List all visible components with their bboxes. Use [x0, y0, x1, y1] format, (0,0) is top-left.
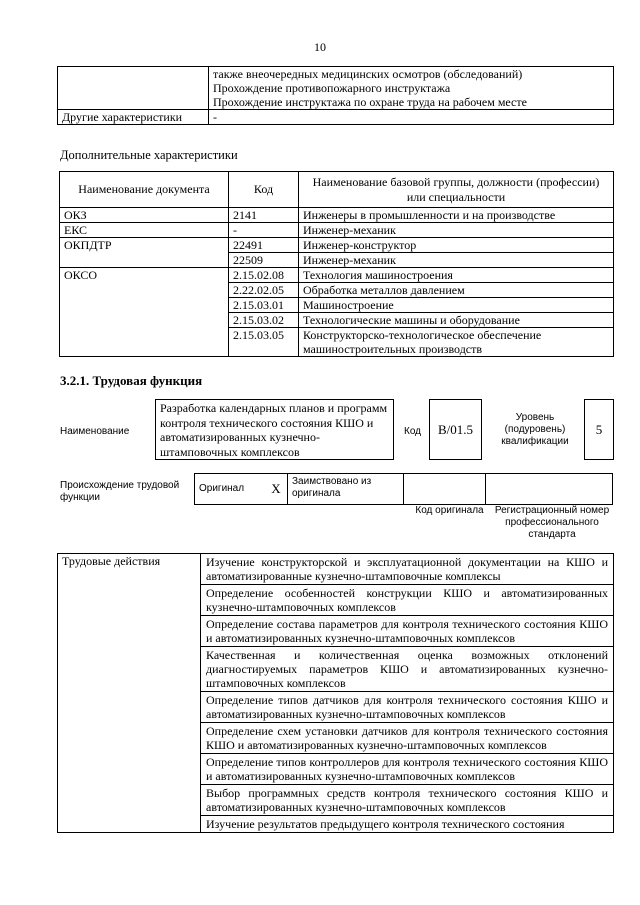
- page-number: 10: [314, 40, 326, 54]
- table-row: [195, 474, 613, 505]
- action-item: Изучение результатов предыдущего контроля технического состояния: [201, 816, 614, 833]
- code-cell: 2141: [229, 208, 299, 223]
- code-cell: 22509: [229, 253, 299, 268]
- code-original-caption: Код оригинала: [415, 505, 484, 516]
- name-cell: Инженер-механик: [299, 253, 614, 268]
- column-header: Код: [229, 172, 299, 208]
- code-cell: 2.15.02.08: [229, 268, 299, 283]
- name-label: Наименование: [60, 426, 130, 437]
- origin-label: Происхождение трудовой функции: [60, 480, 180, 503]
- action-item: Определение типов датчиков для контроля технического состояния КШО и автоматизированных кузнечно-штамповочных комплексов: [201, 692, 614, 723]
- name-cell: Обработка металлов давлением: [299, 283, 614, 298]
- column-header: Наименование базовой группы, должности (профессии) или специальности: [299, 172, 614, 208]
- top-characteristics-table: [57, 66, 614, 125]
- content-line: Прохождение инструктажа по охране труда на рабочем месте: [213, 95, 527, 109]
- table-row: [60, 223, 614, 238]
- action-item: Определение особенностей конструкции КШО и автоматизированных кузнечно-штамповочных комплексов: [201, 585, 614, 616]
- content-line: Прохождение противопожарного инструктажа: [213, 81, 451, 95]
- table-row: [60, 268, 614, 283]
- table-row: [58, 110, 614, 125]
- section-title: 3.2.1. Трудовая функция: [60, 373, 203, 388]
- table-header-row: [60, 172, 614, 208]
- name-cell: Инженер-механик: [299, 223, 614, 238]
- code-cell: 2.15.03.02: [229, 313, 299, 328]
- level-label: Уровень (подуровень) квалификации: [501, 412, 569, 447]
- action-item: Определение схем установки датчиков для контроля технического состояния КШО и автоматизированных кузнечно-штамповочных комплексов: [201, 723, 614, 754]
- doc-cell: ЕКС: [60, 223, 229, 238]
- table-row: [58, 67, 614, 110]
- name-cell: Технологические машины и оборудование: [299, 313, 614, 328]
- action-item: Выбор программных средств контроля технического состояния КШО и автоматизированных кузнечно-штамповочных комплексов: [201, 785, 614, 816]
- doc-cell: ОКПДТР: [60, 238, 229, 268]
- actions-label: Трудовые действия: [58, 554, 201, 833]
- code-cell: 22491: [229, 238, 299, 253]
- origin-table: [194, 473, 613, 505]
- code-cell: 2.15.03.01: [229, 298, 299, 313]
- name-cell: Технология машиностроения: [299, 268, 614, 283]
- row-label: Другие характеристики: [58, 110, 209, 125]
- code-label: Код: [404, 426, 422, 437]
- reg-number-cell: [486, 474, 613, 505]
- original-cell: Оригинал: [195, 474, 266, 505]
- labor-actions-table: [57, 553, 614, 833]
- additional-characteristics-table: [59, 171, 614, 357]
- original-mark: X: [265, 474, 288, 505]
- action-item: Изучение конструкторской и эксплуатационной документации на КШО и автоматизированные кузнечно-штамповочные комплексы: [201, 554, 614, 585]
- doc-cell: ОКЗ: [60, 208, 229, 223]
- name-cell: Инженеры в промышленности и на производстве: [299, 208, 614, 223]
- row-label: [58, 67, 209, 110]
- action-item: Качественная и количественная оценка возможных отклонений диагностируемых параметров КШО и автоматизированных кузнечно-штамповочных комплексов: [201, 647, 614, 692]
- name-cell: Конструкторско-технологическое обеспечение машиностроительных производств: [299, 328, 614, 357]
- table-row: [60, 208, 614, 223]
- row-content: [209, 67, 614, 110]
- borrowed-cell: Заимствовано из оригинала: [288, 474, 404, 505]
- name-cell: Инженер-конструктор: [299, 238, 614, 253]
- function-level-box: 5: [584, 399, 614, 460]
- code-cell: 2.15.03.05: [229, 328, 299, 357]
- column-header: Наименование документа: [60, 172, 229, 208]
- reg-number-caption: Регистрационный номер профессионального стандарта: [494, 505, 610, 540]
- additional-heading: Дополнительные характеристики: [60, 148, 238, 162]
- action-item: Определение типов контроллеров для контроля технического состояния КШО и автоматизированных кузнечно-штамповочных комплексов: [201, 754, 614, 785]
- code-cell: -: [229, 223, 299, 238]
- table-row: [60, 238, 614, 253]
- function-name-box: Разработка календарных планов и программ контроля технического состояния КШО и автоматизированных кузнечно-штамповочных комплексов: [155, 399, 394, 460]
- function-code-box: B/01.5: [429, 399, 482, 460]
- doc-cell: ОКСО: [60, 268, 229, 357]
- code-original-cell: [404, 474, 486, 505]
- name-cell: Машиностроение: [299, 298, 614, 313]
- action-item: Определение состава параметров для контроля технического состояния КШО и автоматизированных кузнечно-штамповочных комплексов: [201, 616, 614, 647]
- code-cell: 2.22.02.05: [229, 283, 299, 298]
- table-row: [58, 554, 614, 585]
- row-content: -: [209, 110, 614, 125]
- content-line: также внеочередных медицинских осмотров (обследований): [213, 67, 523, 81]
